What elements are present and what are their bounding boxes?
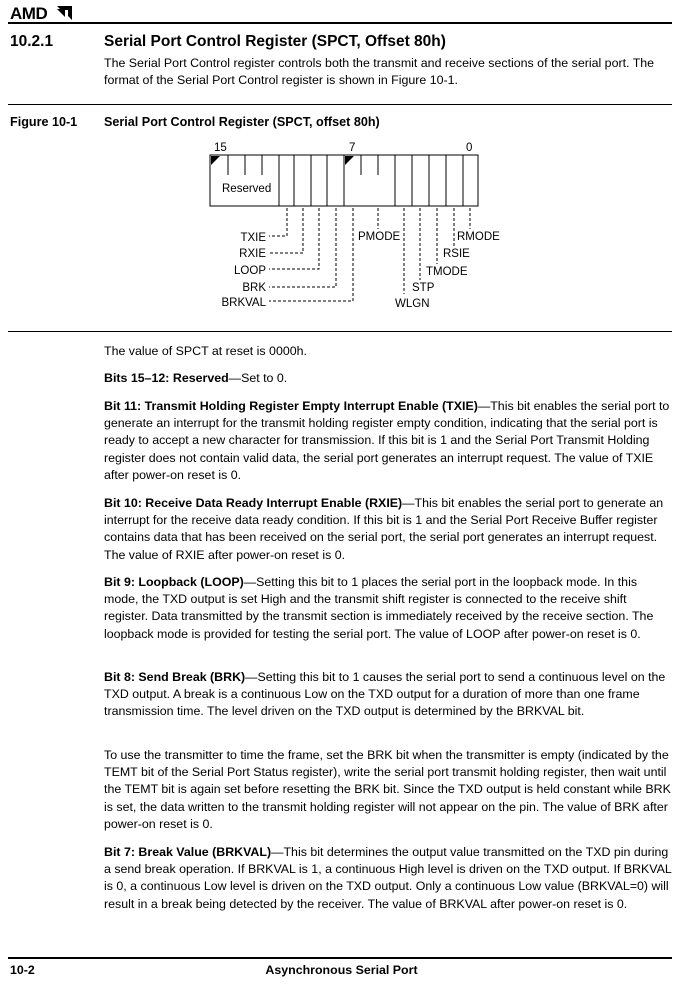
heading-txie: Bit 11: Transmit Holding Register Empty Interrupt Enable (TXIE) bbox=[104, 399, 478, 413]
paragraph-loop: Bit 9: Loopback (LOOP)—Setting this bit to 1 places the serial port in the loopback mode. In this mode, the TXD output is set High and the transmit shift register is connected to the receive shift register. Data transmitted by the transmit section is immediately received by the receive section. The loopback mode is provided for testing the serial port. The value of LOOP after power-on reset is 0. bbox=[104, 575, 654, 641]
bit-label-0: 0 bbox=[466, 142, 473, 154]
section-title: Serial Port Control Register (SPCT, Offset 80h) bbox=[104, 33, 446, 50]
figure-title: Serial Port Control Register (SPCT, offset 80h) bbox=[104, 115, 380, 129]
field-brkval: BRKVAL bbox=[221, 297, 266, 309]
heading-brk: Bit 8: Send Break (BRK) bbox=[104, 670, 246, 684]
page-number: 10-2 bbox=[10, 963, 35, 977]
heading-reserved: Bits 15–12: Reserved bbox=[104, 371, 229, 385]
field-pmode: PMODE bbox=[358, 231, 401, 243]
heading-loop: Bit 9: Loopback (LOOP) bbox=[104, 575, 244, 589]
register-diagram bbox=[0, 0, 683, 330]
field-rxie: RXIE bbox=[239, 248, 266, 260]
heading-rxie: Bit 10: Receive Data Ready Interrupt Enable (RXIE) bbox=[104, 496, 403, 510]
figure-bottom-rule bbox=[8, 331, 672, 332]
paragraph-txie: Bit 11: Transmit Holding Register Empty Interrupt Enable (TXIE)—This bit enables the serial port to generate an interrupt for the transmit holding register empty condition, indicating that the serial port is ready to accept a new character for transmission. If this bit is 1 and the Serial Port Transmit Holding register does not contain valid data, the serial port generates an interrupt request. The value of TXIE after power-on reset is 0. bbox=[104, 399, 670, 482]
section-intro: The Serial Port Control register controls both the transmit and receive sections of the serial port. The format of the Serial Port Control register is shown in Figure 10-1. bbox=[104, 56, 655, 88]
field-tmode: TMODE bbox=[426, 266, 468, 278]
reserved-label: Reserved bbox=[222, 183, 272, 195]
section-number: 10.2.1 bbox=[10, 33, 54, 50]
field-txie: TXIE bbox=[240, 232, 266, 244]
field-rsie: RSIE bbox=[443, 248, 470, 260]
bit-label-7: 7 bbox=[349, 142, 356, 154]
figure-number: Figure 10-1 bbox=[10, 115, 78, 129]
heading-brkval: Bit 7: Break Value (BRKVAL) bbox=[104, 845, 272, 859]
field-wlgn: WLGN bbox=[395, 298, 430, 310]
field-brk: BRK bbox=[242, 282, 266, 294]
bit-label-15: 15 bbox=[214, 142, 227, 154]
paragraph-brkval: Bit 7: Break Value (BRKVAL)—This bit determines the output value transmitted on the TXD pin during a send break operation. If BRKVAL is 1, a continuous High level is driven on the TXD output. If BRKVAL is 0, a continuous Low level is driven on the TXD output. Only a continuous Low value (BRKVAL=0) will result in a break being detected by the receiver. The value of BRKVAL after power-on reset is 0. bbox=[104, 845, 672, 911]
field-stp: STP bbox=[412, 282, 435, 294]
field-loop: LOOP bbox=[234, 265, 266, 277]
paragraph-brk-usage: To use the transmitter to time the frame, set the BRK bit when the transmitter is empty (indicated by the TEMT bit of the Serial Port Status register), write the serial port transmit holding register, then wait until the TEMT bit is again set before resetting the BRK bit. Since the TXD output is held constant while BRK is set, the data written to the transmit holding register will not appear on the pin. The value of BRK after power-on reset is 0. bbox=[104, 748, 671, 831]
paragraph-brk: Bit 8: Send Break (BRK)—Setting this bit to 1 causes the serial port to send a continuous level on the TXD output. A break is a continuous Low on the TXD output for a duration of more than one frame transmission time. The level driven on the TXD output is determined by the BRKVAL bit. bbox=[104, 670, 666, 719]
chapter-title: Asynchronous Serial Port bbox=[265, 963, 418, 977]
amd-logo-text: AMD bbox=[10, 4, 48, 23]
paragraph-rxie: Bit 10: Receive Data Ready Interrupt Enable (RXIE)—This bit enables the serial port to generate an interrupt for the receive data ready condition. If this bit is 1 and the Serial Port Receive Buffer register contains data that has been received on the serial port, the serial port generates an interrupt request. The value of RXIE after power-on reset is 0. bbox=[104, 496, 664, 562]
paragraph-reserved: Bits 15–12: Reserved—Set to 0. bbox=[104, 371, 288, 385]
field-rmode: RMODE bbox=[457, 231, 500, 243]
footer-rule bbox=[8, 957, 672, 959]
reset-value-text: The value of SPCT at reset is 0000h. bbox=[104, 344, 307, 358]
